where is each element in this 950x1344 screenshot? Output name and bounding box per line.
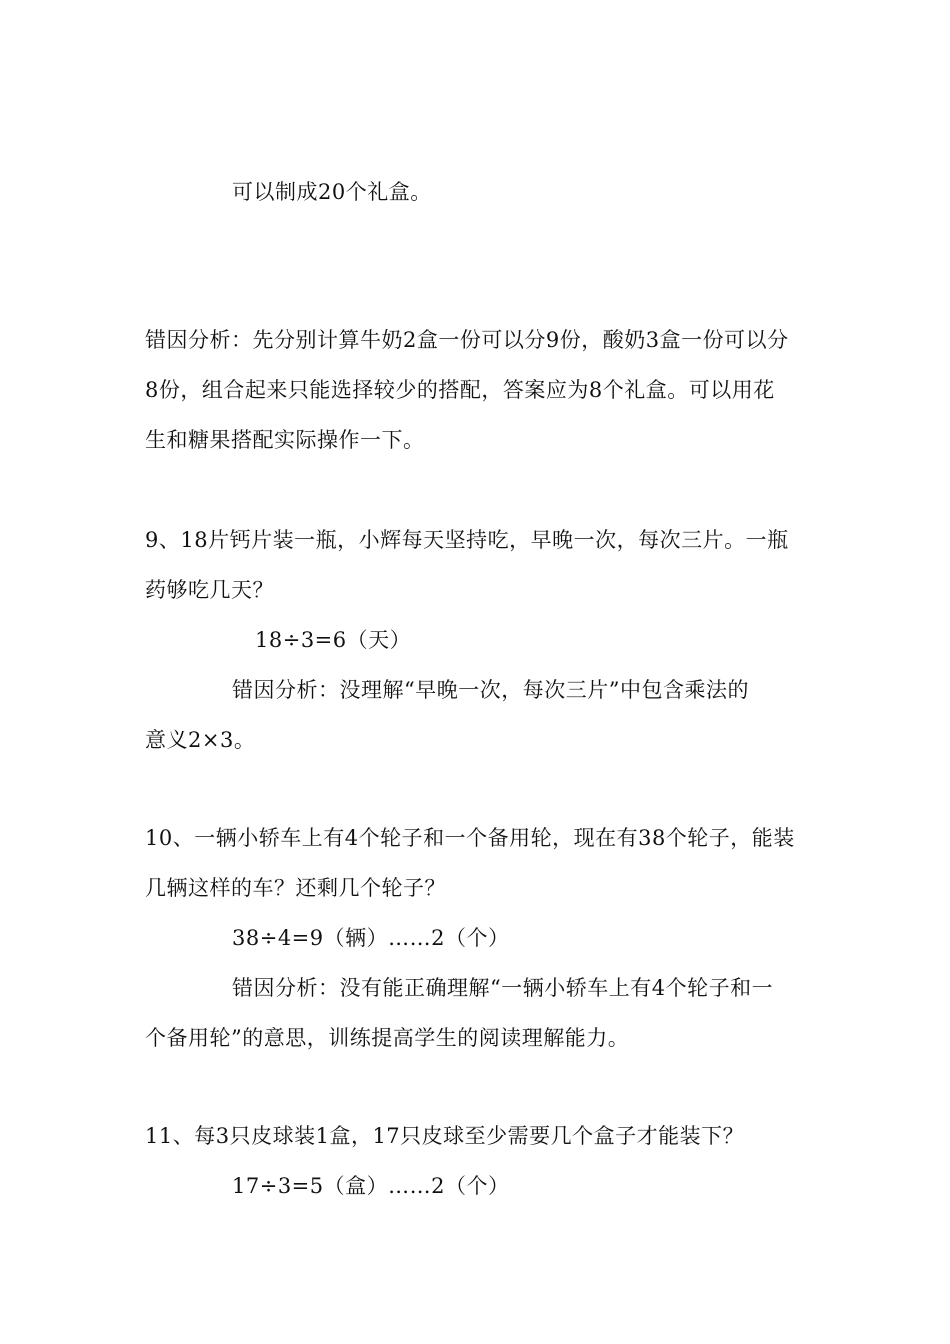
text-line: 可以制成20个礼盒。: [232, 180, 432, 204]
text-line: 11、每3只皮球装1盒，17只皮球至少需要几个盒子才能装下？: [145, 1124, 745, 1148]
text-line: 9、18片钙片装一瓶，小辉每天坚持吃，早晚一次，每次三片。一瓶: [145, 528, 789, 552]
text-line: 错因分析：没有能正确理解“一辆小轿车上有4个轮子和一: [232, 976, 774, 1000]
text-line: 生和糖果搭配实际操作一下。: [145, 428, 425, 452]
text-line: 错因分析：先分别计算牛奶2盒一份可以分9份，酸奶3盒一份可以分: [145, 328, 789, 352]
text-line: 10、一辆小轿车上有4个轮子和一个备用轮，现在有38个轮子，能装: [145, 826, 795, 850]
text-line: 18÷3=6（天）: [255, 628, 412, 652]
text-line: 几辆这样的车？还剩几个轮子？: [145, 876, 446, 900]
text-line: 8份，组合起来只能选择较少的搭配，答案应为8个礼盒。可以用花: [145, 378, 775, 402]
text-line: 药够吃几天？: [145, 578, 274, 602]
text-line: 38÷4=9（辆）……2（个）: [232, 926, 510, 950]
text-line: 个备用轮”的意思，训练提高学生的阅读理解能力。: [145, 1026, 630, 1050]
text-line: 17÷3=5（盒）……2（个）: [232, 1174, 510, 1198]
text-line: 错因分析：没理解“早晚一次，每次三片”中包含乘法的: [232, 678, 749, 702]
text-line: 意义2×3。: [145, 728, 256, 752]
